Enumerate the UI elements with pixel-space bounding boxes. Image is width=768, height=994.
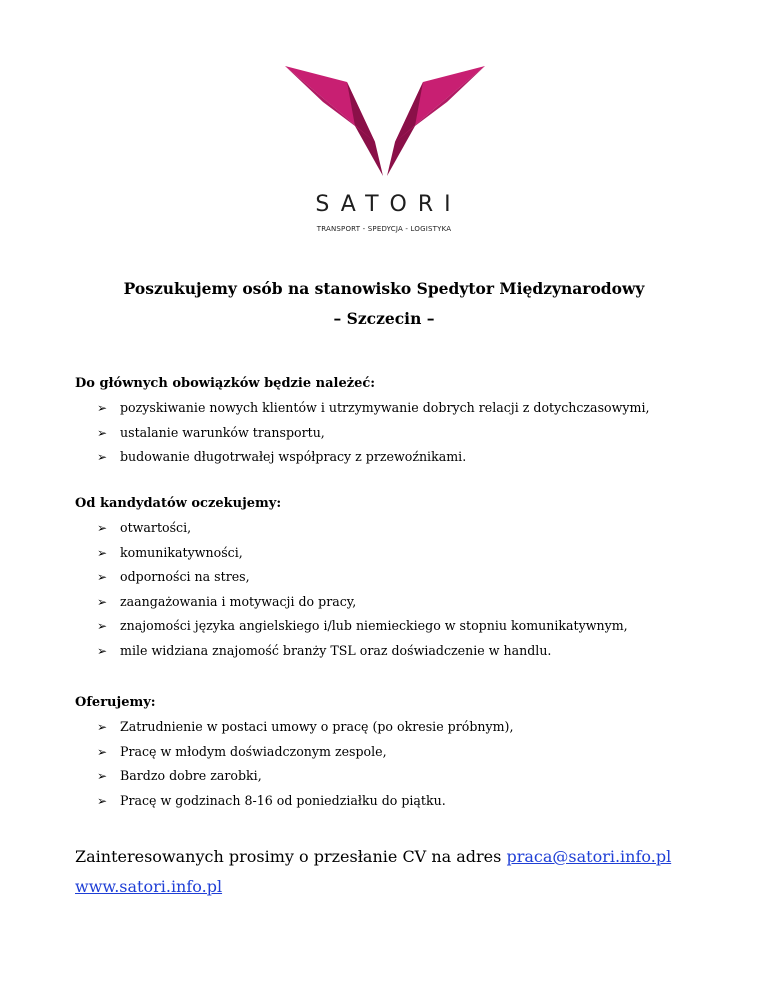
list-item xyxy=(75,740,715,765)
arrow-bullet-icon: ➢ xyxy=(97,793,108,808)
job-location: – Szczecin – xyxy=(333,309,435,328)
list-item xyxy=(75,715,715,740)
logo-wordmark: SATORI xyxy=(315,192,462,217)
list-item xyxy=(75,516,715,541)
website-link[interactable]: www.satori.info.pl xyxy=(75,877,223,896)
arrow-bullet-icon: ➢ xyxy=(97,769,108,783)
list-item xyxy=(75,639,715,664)
list-item xyxy=(75,445,715,470)
list-item xyxy=(75,421,715,446)
v-wings-logo-icon xyxy=(283,62,487,180)
list-item-text: ustalanie warunków transportu, xyxy=(120,424,325,440)
arrow-bullet-icon: ➢ xyxy=(97,744,108,759)
list-item xyxy=(75,590,715,615)
list-item-text: pozyskiwanie nowych klientów i utrzymywanie dobrych relacji z dotychczasowymi, xyxy=(120,400,650,415)
list-item xyxy=(75,789,715,814)
list-item-text: zaangażowania i motywacji do pracy, xyxy=(120,593,357,609)
arrow-bullet-icon: ➢ xyxy=(97,450,108,464)
list-item-text: mile widziana znajomość branży TSL oraz doświadczenie w handlu. xyxy=(120,642,552,658)
contact-text: Zainteresowanych prosimy o przesłanie CV na adres xyxy=(75,847,502,866)
duties-section xyxy=(75,372,715,470)
list-item-text: otwartości, xyxy=(120,520,192,535)
offer-section xyxy=(75,691,715,813)
list-item-text: znajomości języka angielskiego i/lub niemieckiego w stopniu komunikatywnym, xyxy=(120,618,628,633)
list-item-text: Pracę w godzinach 8-16 od poniedziałku do piątku. xyxy=(120,792,446,808)
website-line xyxy=(75,872,735,902)
list-item-text: Zatrudnienie w postaci umowy o pracę (po okresie próbnym), xyxy=(120,719,514,734)
arrow-bullet-icon: ➢ xyxy=(97,720,108,734)
requirements-section xyxy=(75,492,715,663)
section-heading: Od kandydatów oczekujemy: xyxy=(75,496,282,511)
arrow-bullet-icon: ➢ xyxy=(97,594,108,609)
logo-tagline: TRANSPORT - SPEDYCJA - LOGISTYKA xyxy=(316,225,452,233)
list-item xyxy=(75,396,715,421)
duties-list xyxy=(75,396,715,470)
list-item-text: odporności na stres, xyxy=(120,569,250,584)
arrow-bullet-icon: ➢ xyxy=(97,643,108,658)
contact-block xyxy=(75,842,735,902)
job-title-line: Poszukujemy osób na stanowisko Spedytor Międzynarodowy xyxy=(123,279,645,298)
arrow-bullet-icon: ➢ xyxy=(97,401,108,415)
section-heading: Do głównych obowiązków będzie należeć: xyxy=(75,376,376,391)
job-title xyxy=(0,274,768,334)
contact-line xyxy=(75,842,735,872)
list-item xyxy=(75,614,715,639)
list-item-text: Pracę w młodym doświadczonym zespole, xyxy=(120,743,387,759)
arrow-bullet-icon: ➢ xyxy=(97,521,108,535)
list-item-text: budowanie długotrwałej współpracy z przewoźnikami. xyxy=(120,449,467,464)
arrow-bullet-icon: ➢ xyxy=(97,570,108,584)
list-item xyxy=(75,764,715,789)
arrow-bullet-icon: ➢ xyxy=(97,425,108,440)
list-item-text: Bardzo dobre zarobki, xyxy=(120,768,262,783)
email-link[interactable]: praca@satori.info.pl xyxy=(506,847,672,866)
list-item xyxy=(75,541,715,566)
arrow-bullet-icon: ➢ xyxy=(97,619,108,633)
list-item xyxy=(75,565,715,590)
requirements-list xyxy=(75,516,715,663)
company-logo xyxy=(0,62,768,240)
list-item-text: komunikatywności, xyxy=(120,544,243,560)
offer-list xyxy=(75,715,715,813)
section-heading: Oferujemy: xyxy=(75,695,156,710)
arrow-bullet-icon: ➢ xyxy=(97,545,108,560)
